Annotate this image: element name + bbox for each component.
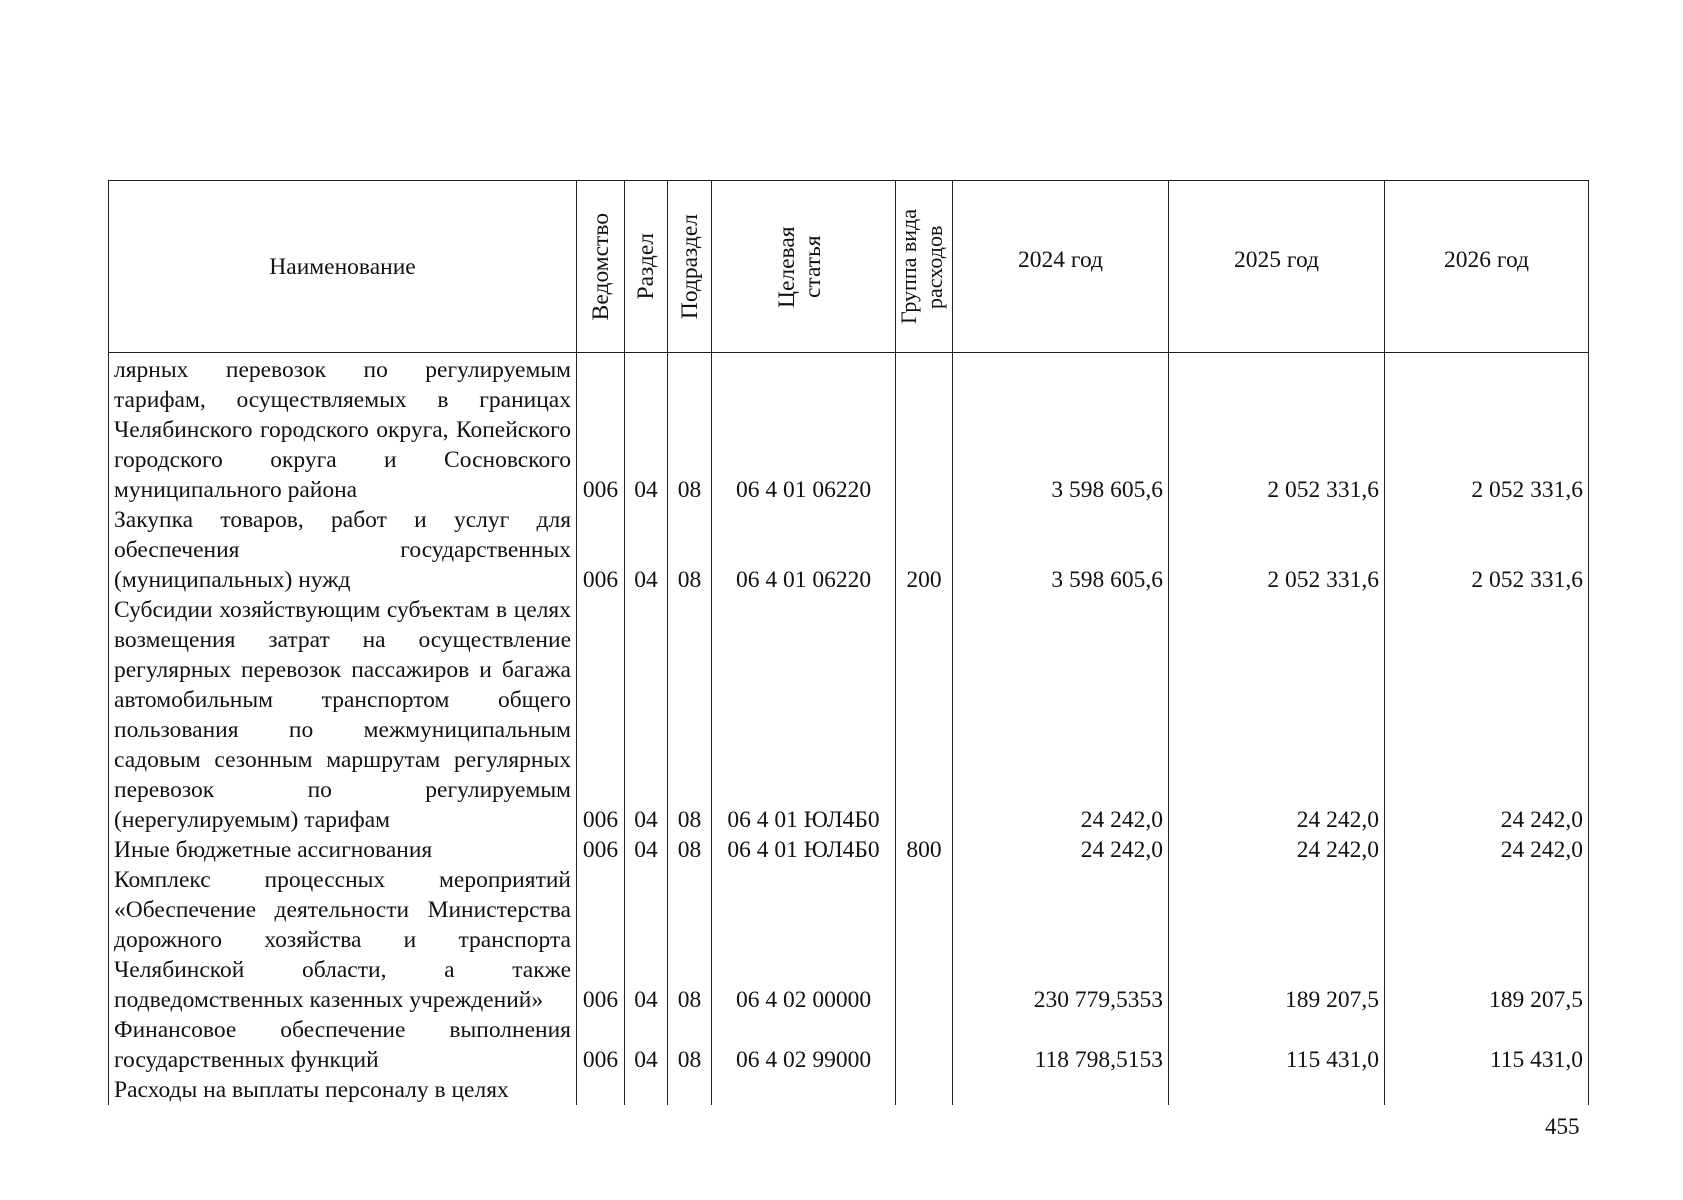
header-2025: 2025 год <box>1169 181 1385 353</box>
table-row <box>109 595 1589 835</box>
cell-name: Комплекс процессных мероприятий «Обеспечение деятельности Министерства дорожного хозяйства и транспорта Челябинской области, а также подведомственных казенных учреждений» <box>109 865 577 1015</box>
header-razdel: Раздел <box>625 181 668 353</box>
cell-gruppa <box>896 353 953 506</box>
cell-gruppa <box>896 595 953 835</box>
cell-vedomstvo <box>577 1075 625 1105</box>
cell-vedomstvo: 006 <box>577 505 625 595</box>
cell-2026: 115 431,0 <box>1385 1015 1589 1075</box>
cell-2026: 2 052 331,6 <box>1385 505 1589 595</box>
cell-tselevaya: 06 4 01 ЮЛ4Б0 <box>712 835 896 865</box>
cell-gruppa: 800 <box>896 835 953 865</box>
cell-2024: 118 798,5153 <box>953 1015 1169 1075</box>
budget-table <box>108 180 1589 1105</box>
cell-tselevaya: 06 4 01 06220 <box>712 353 896 506</box>
cell-podrazdel: 08 <box>668 505 712 595</box>
cell-tselevaya: 06 4 01 06220 <box>712 505 896 595</box>
header-2026: 2026 год <box>1385 181 1589 353</box>
cell-tselevaya: 06 4 02 99000 <box>712 1015 896 1075</box>
cell-name: Закупка товаров, работ и услуг для обеспечения государственных (муниципальных) нужд <box>109 505 577 595</box>
cell-2024 <box>953 1075 1169 1105</box>
cell-2025: 2 052 331,6 <box>1169 505 1385 595</box>
cell-tselevaya <box>712 1075 896 1105</box>
cell-tselevaya: 06 4 01 ЮЛ4Б0 <box>712 595 896 835</box>
header-2024: 2024 год <box>953 181 1169 353</box>
cell-2026: 189 207,5 <box>1385 865 1589 1015</box>
cell-name: Расходы на выплаты персоналу в целях <box>109 1075 577 1105</box>
cell-podrazdel: 08 <box>668 1015 712 1075</box>
header-gruppa: Группа вида расходов <box>896 181 953 353</box>
cell-name: Иные бюджетные ассигнования <box>109 835 577 865</box>
table-header-row <box>109 181 1589 353</box>
cell-2024: 230 779,5353 <box>953 865 1169 1015</box>
cell-podrazdel: 08 <box>668 595 712 835</box>
cell-2025 <box>1169 1075 1385 1105</box>
table-row <box>109 865 1589 1015</box>
table-row <box>109 353 1589 506</box>
cell-name: Субсидии хозяйствующим субъектам в целях возмещения затрат на осуществление регулярных перевозок пассажиров и багажа автомобильным транспортом общего пользования по межмуниципальным садовым сезонным маршрутам регулярных перевозок по регулируемым (нерегулируемым) тарифам <box>109 595 577 835</box>
table-row <box>109 1015 1589 1075</box>
cell-tselevaya: 06 4 02 00000 <box>712 865 896 1015</box>
cell-2025: 24 242,0 <box>1169 835 1385 865</box>
cell-razdel: 04 <box>625 505 668 595</box>
cell-gruppa <box>896 1075 953 1105</box>
cell-gruppa <box>896 1015 953 1075</box>
cell-razdel: 04 <box>625 353 668 506</box>
cell-razdel: 04 <box>625 1015 668 1075</box>
cell-razdel: 04 <box>625 595 668 835</box>
cell-razdel: 04 <box>625 865 668 1015</box>
table-body <box>109 353 1589 1106</box>
cell-2026: 2 052 331,6 <box>1385 353 1589 506</box>
header-podrazdel: Подраздел <box>668 181 712 353</box>
cell-podrazdel <box>668 1075 712 1105</box>
cell-razdel: 04 <box>625 835 668 865</box>
cell-vedomstvo: 006 <box>577 865 625 1015</box>
header-vedomstvo: Ведомство <box>577 181 625 353</box>
cell-podrazdel: 08 <box>668 353 712 506</box>
cell-2025: 24 242,0 <box>1169 595 1385 835</box>
cell-2024: 24 242,0 <box>953 835 1169 865</box>
cell-gruppa <box>896 865 953 1015</box>
cell-2025: 2 052 331,6 <box>1169 353 1385 506</box>
cell-2026: 24 242,0 <box>1385 835 1589 865</box>
cell-vedomstvo: 006 <box>577 595 625 835</box>
table-row <box>109 835 1589 865</box>
cell-name: лярных перевозок по регулируемым тарифам, осуществляемых в границах Челябинского городского округа, Копейского городского округа и Сосновского муниципального района <box>109 353 577 506</box>
cell-2025: 115 431,0 <box>1169 1015 1385 1075</box>
cell-podrazdel: 08 <box>668 865 712 1015</box>
header-tselevaya: Целевая статья <box>712 181 896 353</box>
cell-podrazdel: 08 <box>668 835 712 865</box>
cell-vedomstvo: 006 <box>577 835 625 865</box>
cell-2026 <box>1385 1075 1589 1105</box>
cell-2024: 3 598 605,6 <box>953 353 1169 506</box>
cell-vedomstvo: 006 <box>577 1015 625 1075</box>
page-number: 455 <box>1545 1114 1580 1139</box>
header-name: Наименование <box>109 181 577 353</box>
cell-name: Финансовое обеспечение выполнения государственных функций <box>109 1015 577 1075</box>
table-row <box>109 1075 1589 1105</box>
cell-2026: 24 242,0 <box>1385 595 1589 835</box>
cell-2025: 189 207,5 <box>1169 865 1385 1015</box>
cell-2024: 3 598 605,6 <box>953 505 1169 595</box>
table-row <box>109 505 1589 595</box>
cell-gruppa: 200 <box>896 505 953 595</box>
cell-vedomstvo: 006 <box>577 353 625 506</box>
cell-2024: 24 242,0 <box>953 595 1169 835</box>
cell-razdel <box>625 1075 668 1105</box>
